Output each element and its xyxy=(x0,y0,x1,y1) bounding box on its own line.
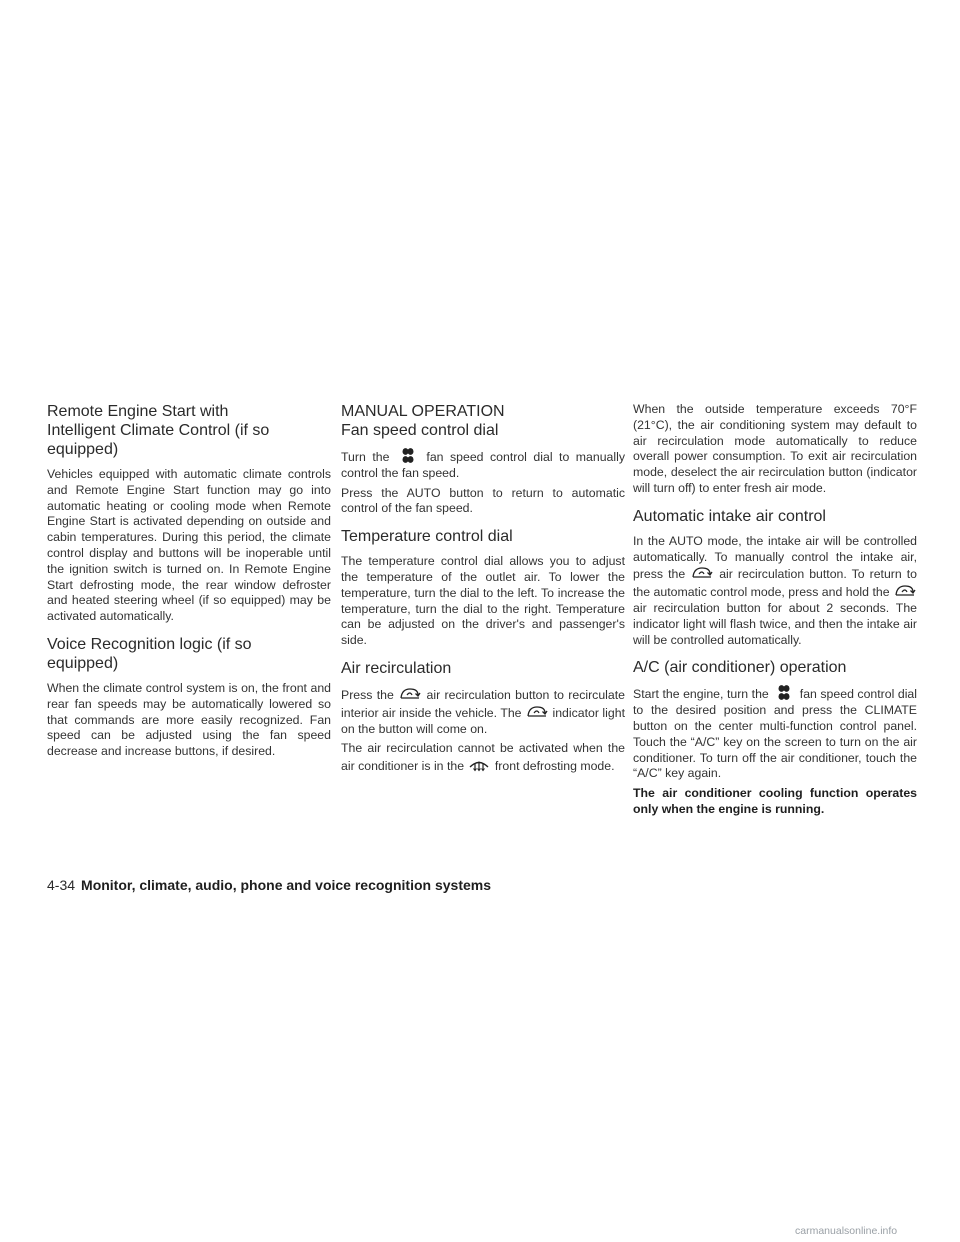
fan-icon xyxy=(397,448,419,463)
heading-automatic-intake-air: Automatic intake air control xyxy=(633,507,826,525)
paragraph-outside-temperature: When the outside temperature exceeds 70°F (21°C), the air conditioning system may default to air recirculation mode automatically to reduce overall power consumption. To exit air recirculation mode, deselect the air recirculation button (indicator will turn off) to enter fresh air mode. xyxy=(633,402,917,495)
page-footer xyxy=(47,877,491,893)
heading-manual-operation: MANUAL OPERATION Fan speed control dial xyxy=(341,403,505,439)
paragraph-auto-fan: Press the AUTO button to return to automatic control of the fan speed. xyxy=(341,485,625,516)
heading-remote-engine-start: Remote Engine Start with Intelligent Climate Control (if so equipped) xyxy=(47,403,270,458)
paragraph-automatic-intake-air: In the AUTO mode, the intake air will be controlled automatically. To manually control the intake air, press the air recirculation button. To return to the automatic control mode, press and hold the air recirculation button for about 2 seconds. The indicator light will flash twice, and then the intake air will be controlled automatically. xyxy=(633,533,917,647)
heading-air-recirculation: Air recirculation xyxy=(341,659,452,677)
front-defrost-icon xyxy=(468,757,490,772)
paragraph-ac-engine-note: The air conditioner cooling function operates only when the engine is running. xyxy=(633,786,917,816)
paragraph-air-recirculation: Press the air recirculation button to recirculate interior air inside the vehicle. The indicator light on the button will come on. xyxy=(341,687,626,736)
paragraph-ac-operation: Start the engine, turn the fan speed control dial to the desired position and press the CLIMATE button on the center multi-function control panel. Touch the “A/C” key on the screen to turn on the air conditioner. To turn off the air conditioner, touch the “A/C” key again. xyxy=(633,687,917,781)
column-right xyxy=(633,402,917,822)
column-middle xyxy=(341,402,625,779)
fan-icon xyxy=(773,685,795,700)
page-number: 4-34 xyxy=(47,877,76,893)
air-recirculation-icon xyxy=(691,565,713,580)
heading-voice-recognition: Voice Recognition logic (if so equipped) xyxy=(47,635,252,672)
paragraph-voice-recognition: When the climate control system is on, the front and rear fan speeds may be automatically lowered so that commands are more easily recognized. Fan speed can be adjusted using the fan speed decrease and increase buttons, if desired. xyxy=(47,680,331,759)
paragraph-remote-engine-start: Vehicles equipped with automatic climate controls and Remote Engine Start function may go into automatic heating or cooling mode when Remote Engine Start is activated depending on outside and cabin temperatures. During this period, the climate control display and buttons will be inoperable until the ignition switch is turned on. In Remote Engine Start defrosting mode, the rear window defroster and heated steering wheel (if so equipped) may be activated automatically. xyxy=(47,467,331,624)
column-left xyxy=(47,402,331,764)
paragraph-temperature-control: The temperature control dial allows you to adjust the temperature of the outlet air. To lower the temperature, turn the dial to the left. To increase the temperature, turn the dial to the right. Temperature can be adjusted on the driver's and passenger's side. xyxy=(341,554,625,648)
heading-ac-operation: A/C (air conditioner) operation xyxy=(633,659,847,677)
air-recirculation-icon xyxy=(894,583,916,598)
watermark: carmanualsonline.info xyxy=(795,1225,898,1237)
section-title: Monitor, climate, audio, phone and voice recognition systems xyxy=(81,877,491,893)
air-recirculation-icon xyxy=(399,686,421,701)
paragraph-fan-speed: Turn the fan speed control dial to manually control the fan speed. xyxy=(341,450,626,480)
heading-temperature-control: Temperature control dial xyxy=(341,528,513,546)
air-recirculation-icon xyxy=(526,704,548,719)
paragraph-recirculation-defrost: The air recirculation cannot be activated when the air conditioner is in the front defrosting mode. xyxy=(341,741,625,774)
